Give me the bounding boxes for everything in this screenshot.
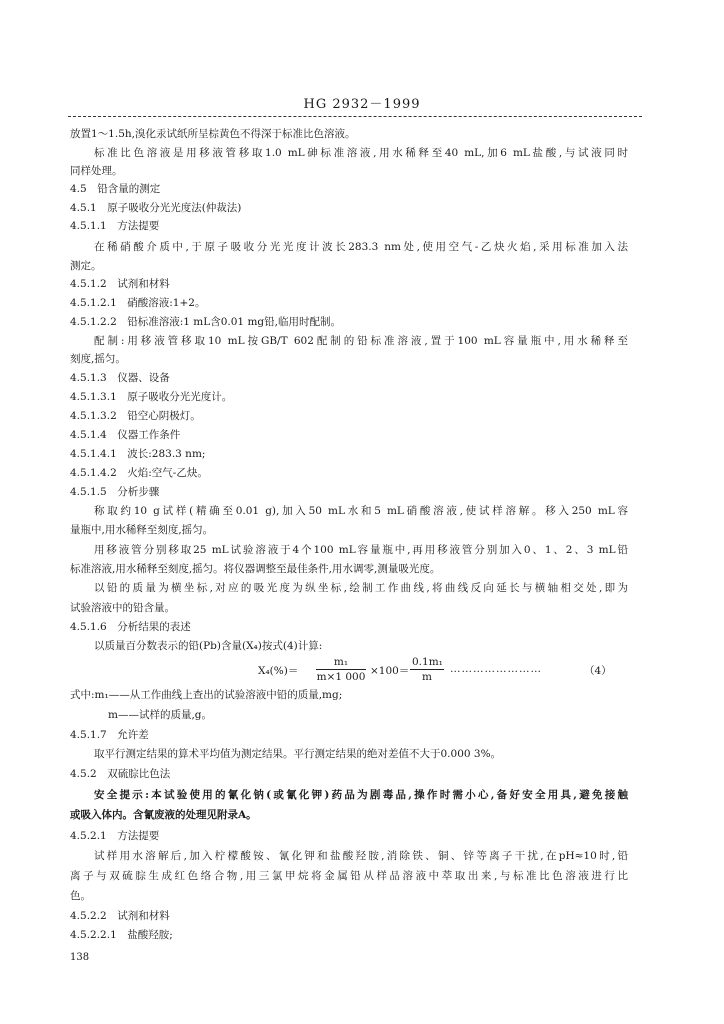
text-line: 以铅的质量为横坐标,对应的吸光度为纵坐标,绘制工作曲线,将曲线反向延长与横轴相交处,即为 <box>94 582 628 594</box>
text-line: 试样用水溶解后,加入柠檬酸铵、氰化钾和盐酸羟胺,消除铁、铜、锌等离子干扰,在pH≈10时,铅 <box>94 850 628 862</box>
page-number: 138 <box>70 952 90 963</box>
section-heading: 4.5.1.3 仪器、设备 <box>70 372 170 384</box>
text-line: 用移液管分别移取25 mL试验溶液于4个100 mL容量瓶中,再用移液管分别加入0、1、2、3 mL铅 <box>94 544 628 556</box>
fraction-denominator: m <box>422 671 432 683</box>
text-line: 在稀硝酸介质中,于原子吸收分光光度计波长283.3 nm处,使用空气-乙炔火焰,采用标准加入法 <box>94 241 628 253</box>
fraction-numerator: 0.1m₁ <box>412 656 443 668</box>
fraction-numerator: m₁ <box>316 655 366 670</box>
formula-lhs: X₄(%)＝ <box>258 665 299 677</box>
section-heading: 4.5.2.1 方法提要 <box>70 830 160 842</box>
section-heading: 4.5 铅含量的测定 <box>70 183 161 195</box>
section-heading: 4.5.2.2.1 盐酸羟胺; <box>70 929 173 941</box>
section-heading: 4.5.1.2.1 硝酸溶液:1+2。 <box>70 297 206 309</box>
fraction-1 <box>316 655 366 684</box>
section-heading: 4.5.1.3.1 原子吸收分光光度计。 <box>70 391 233 403</box>
text-line: 量瓶中,用水稀释至刻度,摇匀。 <box>70 524 214 536</box>
header-divider <box>68 116 642 117</box>
section-heading: 4.5.1.1 方法提要 <box>70 220 160 232</box>
text-line: 标准溶液,用水稀释至刻度,摇匀。将仪器调整至最佳条件,用水调零,测量吸光度。 <box>70 563 441 575</box>
formula-definition: 式中:m₁——从工作曲线上查出的试验溶液中铅的质量,mg; <box>70 689 343 701</box>
section-heading: 4.5.1.4.2 火焰:空气-乙炔。 <box>70 467 208 479</box>
standard-code: HG 2932－1999 <box>303 97 421 112</box>
section-heading: 4.5.1.6 分析结果的表述 <box>70 621 191 633</box>
fraction-2 <box>410 655 444 684</box>
section-heading: 4.5.1.4 仪器工作条件 <box>70 429 181 441</box>
text-line: 取平行测定结果的算术平均值为测定结果。平行测定结果的绝对差值不大于0.000 3%。 <box>94 748 502 760</box>
text-line: 色。 <box>70 890 91 902</box>
formula-4 <box>258 649 638 689</box>
section-heading: 4.5.1.7 允许差 <box>70 729 149 741</box>
equation-number: （4） <box>584 665 612 677</box>
formula-definition: m——试样的质量,g。 <box>108 709 213 721</box>
safety-notice: 安全提示:本试验使用的氰化钠(或氰化钾)药品为剧毒品,操作时需小心,备好安全用具,避免接触 <box>94 789 628 801</box>
section-heading: 4.5.1.2.2 铅标准溶液:1 mL含0.01 mg铅,临用时配制。 <box>70 316 341 328</box>
text-line: 刻度,摇匀。 <box>70 353 126 365</box>
text-line: 离子与双硫腙生成红色络合物,用三氯甲烷将金属铅从样品溶液中萃取出来,与标准比色溶液进行比 <box>70 870 628 882</box>
text-line: 测定。 <box>70 260 102 272</box>
safety-notice: 或吸入体内。含氰废液的处理见附录A。 <box>70 809 257 821</box>
text-line: 以质量百分数表示的铅(Pb)含量(X₄)按式(4)计算: <box>94 640 323 652</box>
leader-dots: …………………… <box>450 663 542 675</box>
text-line: 标准比色溶液是用移液管移取1.0 mL砷标准溶液,用水稀释至40 mL,加6 mL盐酸,与试液同时 <box>94 147 628 159</box>
text-line: 放置1～1.5h,溴化汞试纸所呈棕黄色不得深于标准比色溶液。 <box>70 128 356 140</box>
formula-multiplier: ×100＝ <box>370 665 410 677</box>
section-heading: 4.5.1 原子吸收分光光度法(仲裁法) <box>70 202 242 214</box>
section-heading: 4.5.2 双硫腙比色法 <box>70 768 171 780</box>
text-line: 称取约10 g试样(精确至0.01 g),加入50 mL水和5 mL硝酸溶液,使试样溶解。移入250 mL容 <box>94 505 628 517</box>
fraction-denominator: m×1 000 <box>316 671 366 683</box>
section-heading: 4.5.2.2 试剂和材料 <box>70 910 170 922</box>
section-heading: 4.5.1.5 分析步骤 <box>70 486 160 498</box>
section-heading: 4.5.1.4.1 波长:283.3 nm; <box>70 448 206 460</box>
section-heading: 4.5.1.3.2 铅空心阴极灯。 <box>70 410 201 422</box>
text-line: 同样处理。 <box>70 165 123 177</box>
section-heading: 4.5.1.2 试剂和材料 <box>70 278 170 290</box>
text-line: 试验溶液中的铅含量。 <box>70 602 175 614</box>
text-line: 配制:用移液管移取10 mL按GB/T 602配制的铅标准溶液,置于100 mL容量瓶中,用水稀释至 <box>94 335 628 347</box>
